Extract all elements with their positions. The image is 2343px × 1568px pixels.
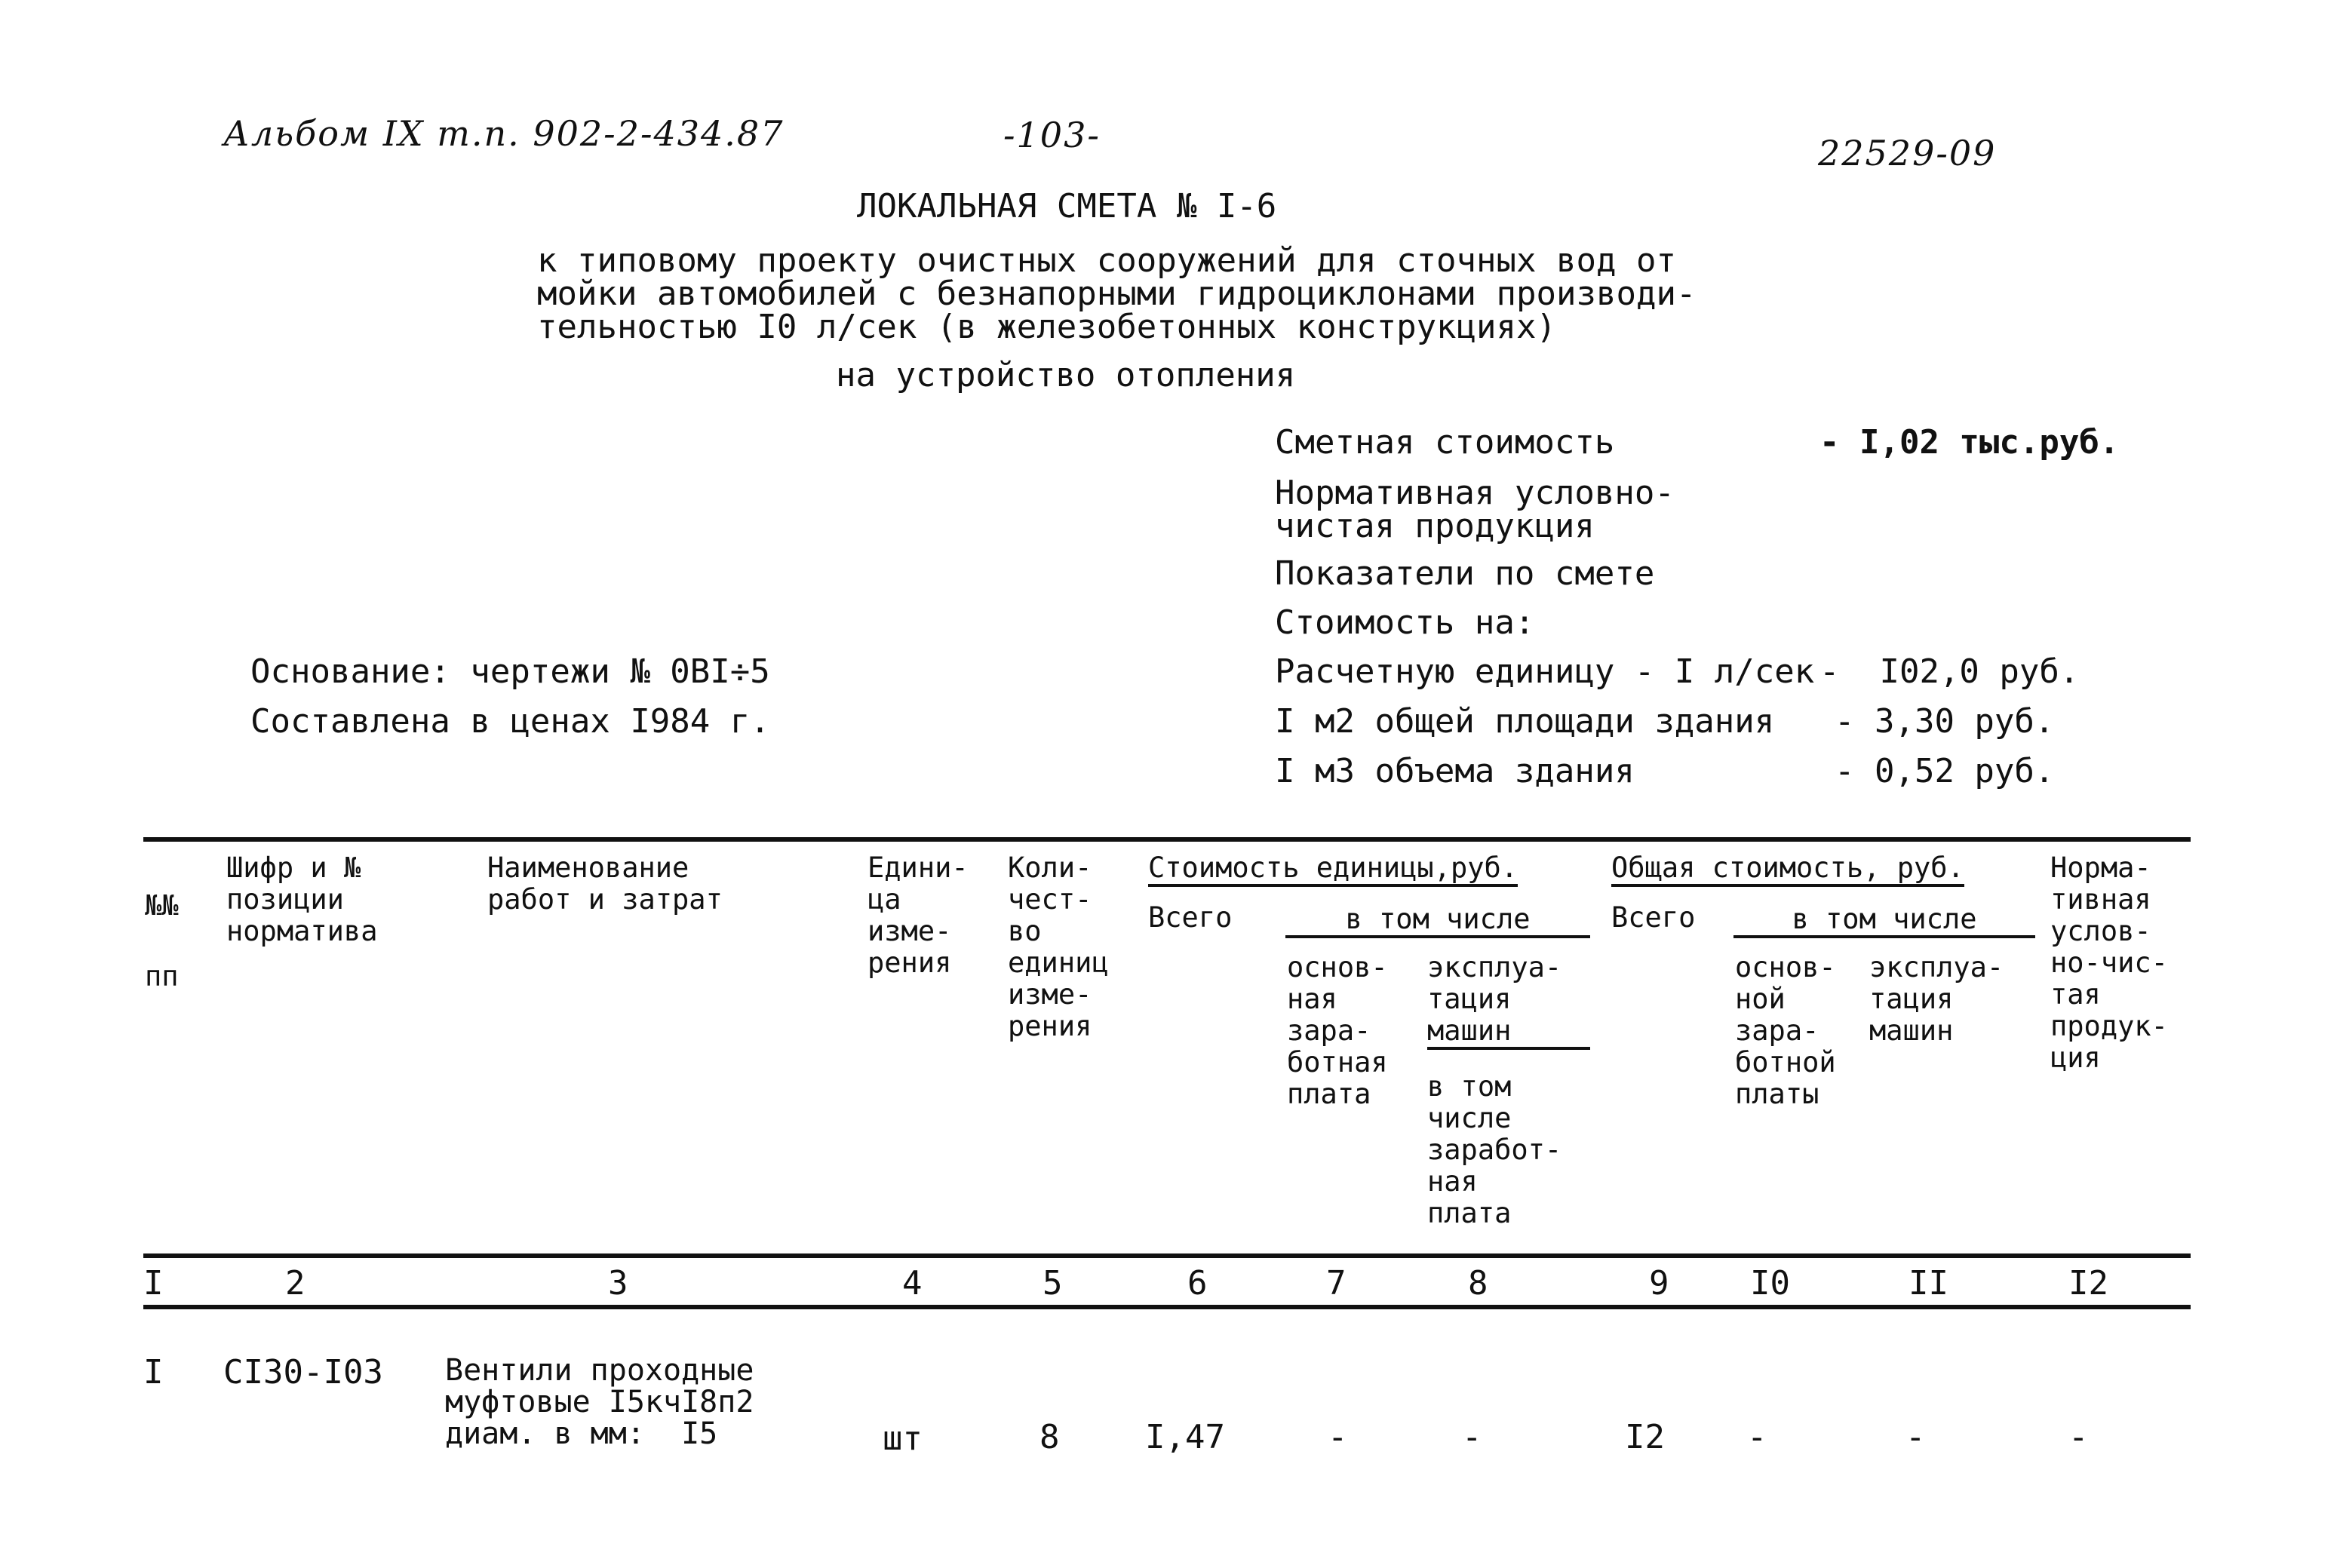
- normative-label-line-1: Нормативная условно-: [1275, 474, 1675, 512]
- table-row-total-wage: -: [1747, 1418, 1767, 1456]
- col-number: I2: [2068, 1264, 2108, 1303]
- col-header-unit-incl: в том числе: [1285, 904, 1590, 938]
- col-header-num-2: пп: [145, 960, 179, 993]
- col-header-total-wage: основ- ной зара- ботной платы: [1735, 951, 1836, 1110]
- col-number: 8: [1468, 1264, 1488, 1303]
- col-header-total: Всего: [1611, 901, 1696, 934]
- col-number: 2: [285, 1264, 306, 1303]
- unit-cost-value: - I02,0 руб.: [1819, 652, 2080, 691]
- col-number: 6: [1187, 1264, 1208, 1303]
- m2-cost-label: I м2 общей площади здания: [1275, 702, 1775, 741]
- m3-cost-value: - 0,52 руб.: [1835, 752, 2055, 790]
- col-number: 4: [902, 1264, 923, 1303]
- indicators-label: Показатели по смете: [1275, 554, 1655, 593]
- cost-on-label: Стоимость на:: [1275, 603, 1535, 642]
- col-header-qty: Коли- чест- во единиц изме- рения: [1008, 852, 1109, 1042]
- table-row-unit-total: I,47: [1145, 1418, 1225, 1456]
- table-header-rule: [143, 1253, 2191, 1258]
- normative-label-line-2: чистая продукция: [1275, 507, 1595, 545]
- col-number: 3: [608, 1264, 628, 1303]
- document-code: 22529-09: [1818, 133, 1997, 173]
- col-header-normative: Норма- тивная услов- но-чис- тая продук- ция: [2050, 852, 2168, 1074]
- m3-cost-label: I м3 объема здания: [1275, 752, 1635, 790]
- table-row-normative: -: [2068, 1418, 2089, 1456]
- col-number: 5: [1043, 1264, 1063, 1303]
- estimated-cost-value: - I,02 тыс.руб.: [1819, 423, 2120, 462]
- table-top-rule: [143, 837, 2191, 842]
- estimate-purpose: на устройство отопления: [836, 356, 1296, 394]
- col-header-unit: Едини- ца изме- рения: [867, 852, 969, 979]
- table-row-name: Вентили проходные муфтовые I5кчI8п2 диам. в мм: I5: [445, 1353, 754, 1451]
- page-number: -103-: [1003, 115, 1101, 155]
- col-header-unit-wage: основ- ная зара- ботная плата: [1287, 951, 1388, 1110]
- col-header-total-incl: в том числе: [1733, 904, 2035, 938]
- col-number: 7: [1326, 1264, 1347, 1303]
- col-header-code: Шифр и № позиции норматива: [226, 852, 378, 947]
- table-row-total-machines: -: [1905, 1418, 1926, 1456]
- col-header-unit-machines-wage: в том числе заработ- ная плата: [1427, 1070, 1562, 1229]
- m2-cost-value: - 3,30 руб.: [1835, 702, 2055, 741]
- album-reference: Альбом IX т.п. 902-2-434.87: [223, 113, 785, 154]
- table-row-unit-wage: -: [1328, 1418, 1348, 1456]
- estimated-cost-label: Сметная стоимость: [1275, 423, 1615, 462]
- subtitle-line-1: к типовому проекту очистных сооружений для сточных вод от: [537, 241, 1676, 280]
- col-header-num-1: №№: [145, 889, 179, 922]
- col-number: I0: [1750, 1264, 1790, 1303]
- table-row-qty: 8: [1039, 1418, 1060, 1456]
- col-header-unit-cost: Стоимость единицы,руб.: [1148, 852, 1518, 887]
- col-header-unit-machines: эксплуа- тация машин: [1427, 952, 1590, 1050]
- table-row-unit-machines: -: [1462, 1418, 1482, 1456]
- col-header-name: Наименование работ и затрат: [487, 852, 723, 916]
- table-row-code: CI30-I03: [223, 1353, 383, 1392]
- unit-cost-label: Расчетную единицу - I л/сек: [1275, 652, 1815, 691]
- col-number: 9: [1649, 1264, 1669, 1303]
- document-title: ЛОКАЛЬНАЯ СМЕТА № I-6: [857, 187, 1277, 226]
- col-number: I: [143, 1264, 164, 1303]
- col-number: II: [1908, 1264, 1948, 1303]
- basis-drawings: Основание: чертежи № 0BI÷5: [250, 652, 770, 691]
- column-numbers-rule: [143, 1305, 2191, 1309]
- col-header-unit-total: Всего: [1148, 901, 1233, 934]
- basis-prices: Составлена в ценах I984 г.: [250, 702, 770, 741]
- col-header-total-machines: эксплуа- тация машин: [1869, 951, 2004, 1047]
- subtitle-line-2: мойки автомобилей с безнапорными гидроциклонами производи-: [537, 275, 1697, 313]
- table-row-num: I: [143, 1353, 164, 1392]
- table-row-unit: шт: [883, 1419, 923, 1458]
- col-header-total-cost: Общая стоимость, руб.: [1611, 852, 1964, 887]
- table-row-total: I2: [1625, 1418, 1665, 1456]
- subtitle-line-3: тельностью I0 л/сек (в железобетонных конструкциях): [537, 308, 1557, 346]
